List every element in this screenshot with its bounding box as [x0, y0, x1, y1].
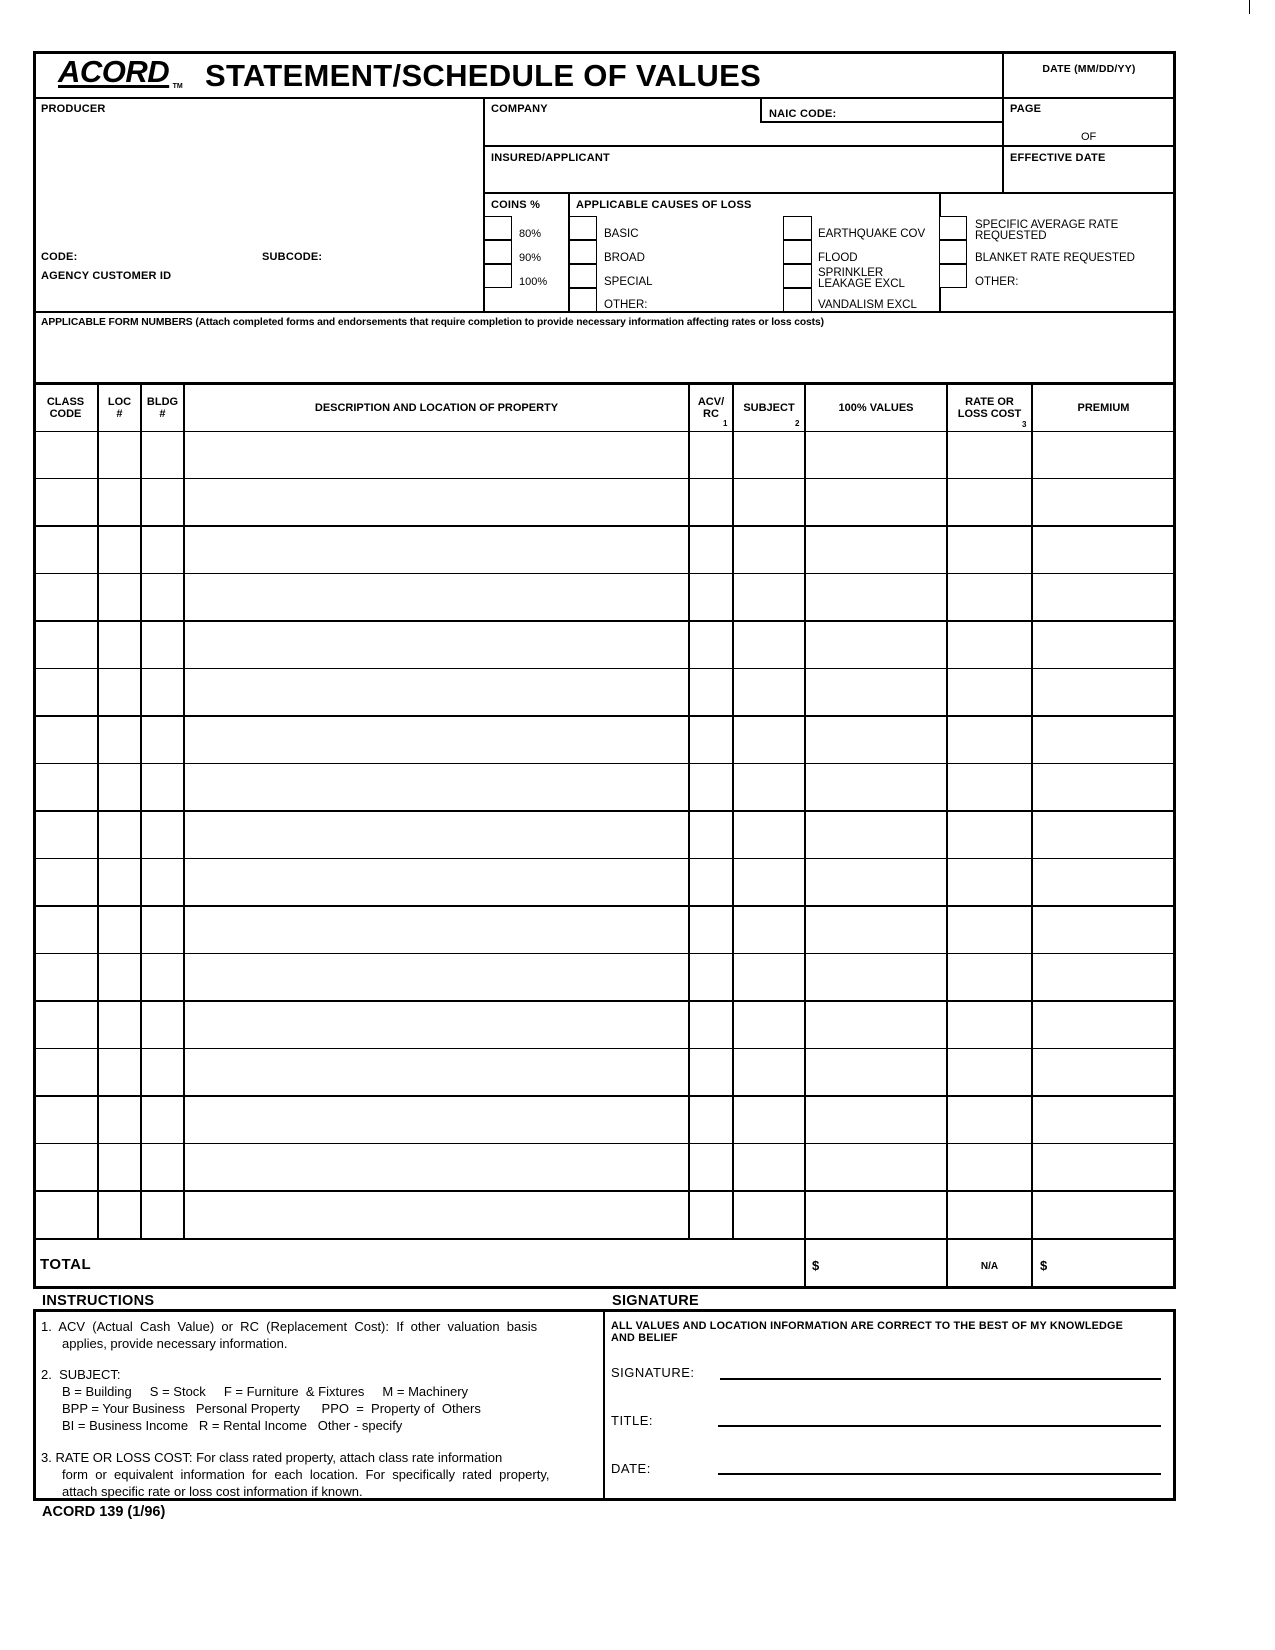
- premium-cell[interactable]: [1035, 1099, 1172, 1140]
- acv-rc-cell[interactable]: [692, 1004, 730, 1045]
- description-cell[interactable]: [187, 671, 686, 712]
- subject-cell[interactable]: [736, 909, 802, 950]
- premium-cell[interactable]: [1035, 529, 1172, 570]
- description-cell[interactable]: [187, 529, 686, 570]
- basic-label: BASIC: [604, 228, 639, 240]
- divider: [33, 1238, 1176, 1240]
- acv-rc-cell[interactable]: [692, 956, 730, 997]
- page-total-field[interactable]: [1100, 128, 1170, 144]
- class-code-cell[interactable]: [36, 671, 95, 712]
- trademark: TM: [172, 83, 183, 90]
- bldg-cell[interactable]: [144, 861, 181, 902]
- subject-cell[interactable]: [736, 719, 802, 760]
- loc-cell[interactable]: [101, 434, 138, 475]
- subject-cell[interactable]: [736, 671, 802, 712]
- row-divider: [33, 1190, 1176, 1192]
- premium-cell[interactable]: [1035, 766, 1172, 807]
- description-cell[interactable]: [187, 1194, 686, 1235]
- coins-90-checkbox[interactable]: [485, 240, 512, 264]
- effective-date-label: EFFECTIVE DATE: [1010, 152, 1106, 164]
- subject-footnote: 2: [795, 419, 800, 428]
- acv-rc-cell[interactable]: [692, 434, 730, 475]
- broad-checkbox[interactable]: [570, 240, 597, 264]
- instruction-2-line-2: BPP = Your Business Personal Property PPO = Property of Others: [62, 1401, 481, 1416]
- flood-checkbox[interactable]: [783, 240, 812, 264]
- rate-cell[interactable]: [950, 481, 1029, 522]
- premium-cell[interactable]: [1035, 861, 1172, 902]
- bldg-cell[interactable]: [144, 766, 181, 807]
- description-cell[interactable]: [187, 1051, 686, 1092]
- row-divider: [33, 1143, 1176, 1145]
- rate-cell[interactable]: [950, 434, 1029, 475]
- coins-80-label: 80%: [519, 228, 542, 240]
- premium-cell[interactable]: [1035, 719, 1172, 760]
- acv-rc-cell[interactable]: [692, 1051, 730, 1092]
- rate-cell[interactable]: [950, 1146, 1029, 1187]
- acv-rc-cell[interactable]: [692, 624, 730, 665]
- divider: [760, 98, 762, 122]
- producer-field[interactable]: [40, 118, 478, 246]
- rate-cell[interactable]: [950, 909, 1029, 950]
- row-divider: [33, 715, 1176, 717]
- coins-100-label: 100%: [519, 276, 548, 288]
- subject-cell[interactable]: [736, 814, 802, 855]
- rate-cell[interactable]: [950, 861, 1029, 902]
- subject-cell[interactable]: [736, 956, 802, 997]
- subject-cell[interactable]: [736, 1194, 802, 1235]
- values-cell[interactable]: [808, 1004, 944, 1045]
- acord-logo: [58, 54, 184, 90]
- subject-cell[interactable]: [736, 1051, 802, 1092]
- description-cell[interactable]: [187, 909, 686, 950]
- causes-of-loss-label: APPLICABLE CAUSES OF LOSS: [576, 199, 752, 211]
- other-rate-field[interactable]: [1022, 272, 1170, 288]
- instruction-3: [41, 1449, 601, 1500]
- coins-100-checkbox[interactable]: [485, 264, 512, 288]
- title-label: TITLE:: [611, 1413, 654, 1428]
- values-cell[interactable]: [808, 1194, 944, 1235]
- loc-cell[interactable]: [101, 624, 138, 665]
- description-cell[interactable]: [187, 624, 686, 665]
- loc-cell[interactable]: [101, 956, 138, 997]
- date-signed-field[interactable]: [718, 1456, 1161, 1475]
- rate-cell[interactable]: [950, 956, 1029, 997]
- acv-rc-cell[interactable]: [692, 719, 730, 760]
- description-cell[interactable]: [187, 481, 686, 522]
- row-divider: [33, 1000, 1176, 1002]
- class-code-cell[interactable]: [36, 861, 95, 902]
- values-cell[interactable]: [808, 1099, 944, 1140]
- values-cell[interactable]: [808, 624, 944, 665]
- blanket-rate-checkbox[interactable]: [940, 240, 967, 264]
- rate-cell[interactable]: [950, 529, 1029, 570]
- form-id: ACORD 139 (1/96): [42, 1504, 166, 1520]
- description-cell[interactable]: [187, 1146, 686, 1187]
- premium-cell[interactable]: [1035, 1146, 1172, 1187]
- acv-rc-cell[interactable]: [692, 481, 730, 522]
- row-divider: [33, 810, 1176, 812]
- earthquake-label: EARTHQUAKE COV: [818, 228, 926, 240]
- values-cell[interactable]: [808, 529, 944, 570]
- class-code-cell[interactable]: [36, 1194, 95, 1235]
- description-cell[interactable]: [187, 956, 686, 997]
- applicable-forms-label: APPLICABLE FORM NUMBERS (Attach completed forms and endorsements that require completion to provide necessary information affecting rates or loss costs): [41, 317, 824, 328]
- loc-cell[interactable]: [101, 1146, 138, 1187]
- premium-cell[interactable]: [1035, 624, 1172, 665]
- insured-label: INSURED/APPLICANT: [491, 152, 610, 164]
- class-code-cell[interactable]: [36, 1051, 95, 1092]
- effective-date-field[interactable]: [1008, 167, 1172, 191]
- instruction-1-line-1: 1. ACV (Actual Cash Value) or RC (Replacement Cost): If other valuation basis: [41, 1319, 538, 1334]
- description-cell[interactable]: [187, 434, 686, 475]
- bldg-cell[interactable]: [144, 1004, 181, 1045]
- row-divider: [33, 1095, 1176, 1097]
- date-field[interactable]: [1006, 78, 1172, 96]
- total-rate-na: N/A: [980, 1261, 999, 1272]
- row-divider: [33, 905, 1176, 907]
- values-cell[interactable]: [808, 1051, 944, 1092]
- code-field[interactable]: [82, 248, 252, 265]
- insured-field[interactable]: [489, 167, 999, 191]
- bldg-cell[interactable]: [144, 1194, 181, 1235]
- values-cell[interactable]: [808, 909, 944, 950]
- col-divider: [732, 385, 734, 1239]
- rate-cell[interactable]: [950, 624, 1029, 665]
- description-cell[interactable]: [187, 1099, 686, 1140]
- description-cell[interactable]: [187, 719, 686, 760]
- row-divider: [33, 668, 1176, 670]
- row-divider: [33, 858, 1176, 860]
- premium-cell[interactable]: [1035, 1194, 1172, 1235]
- acv-rc-cell[interactable]: [692, 1146, 730, 1187]
- acv-rc-cell[interactable]: [692, 529, 730, 570]
- description-cell[interactable]: [187, 766, 686, 807]
- total-values-dollar: $: [812, 1258, 820, 1273]
- rate-cell[interactable]: [950, 576, 1029, 617]
- description-cell[interactable]: [187, 1004, 686, 1045]
- divider: [603, 1310, 605, 1500]
- date-signed-label: DATE:: [611, 1461, 651, 1476]
- row-divider: [33, 620, 1176, 622]
- vandalism-label: VANDALISM EXCL: [818, 299, 917, 311]
- class-code-cell[interactable]: [36, 529, 95, 570]
- subject-cell[interactable]: [736, 576, 802, 617]
- rate-cell[interactable]: [950, 1051, 1029, 1092]
- col-divider: [804, 385, 806, 1287]
- code-label: CODE:: [41, 251, 78, 263]
- basic-checkbox[interactable]: [570, 216, 597, 240]
- premium-cell[interactable]: [1035, 481, 1172, 522]
- title-field[interactable]: [718, 1408, 1161, 1427]
- values-cell[interactable]: [808, 766, 944, 807]
- producer-label: PRODUCER: [41, 103, 106, 115]
- acv-footnote: 1: [723, 419, 728, 428]
- flood-label: FLOOD: [818, 252, 858, 264]
- subcode-label: SUBCODE:: [262, 251, 323, 263]
- premium-cell[interactable]: [1035, 1051, 1172, 1092]
- subject-cell[interactable]: [736, 1099, 802, 1140]
- premium-cell[interactable]: [1035, 671, 1172, 712]
- bldg-cell[interactable]: [144, 434, 181, 475]
- company-label: COMPANY: [491, 103, 548, 115]
- page-of-label: OF: [1081, 131, 1097, 143]
- specific-average-rate-checkbox[interactable]: [940, 216, 967, 240]
- col-header-rate: RATE OR LOSS COST: [957, 396, 1022, 420]
- col-header-class-code: CLASS CODE: [46, 396, 85, 420]
- class-code-cell[interactable]: [36, 624, 95, 665]
- divider: [33, 311, 1176, 313]
- row-divider: [33, 525, 1176, 527]
- loc-cell[interactable]: [101, 529, 138, 570]
- instructions-heading: INSTRUCTIONS: [42, 1293, 155, 1309]
- description-cell[interactable]: [187, 576, 686, 617]
- col-header-subject: SUBJECT: [743, 402, 795, 414]
- col-divider: [946, 385, 948, 1287]
- row-divider: [33, 953, 1176, 955]
- blanket-rate-label: BLANKET RATE REQUESTED: [975, 252, 1135, 264]
- sprinkler-leakage-label-1: SPRINKLER: [818, 267, 884, 279]
- coins-label: COINS %: [491, 199, 541, 211]
- premium-cell[interactable]: [1035, 434, 1172, 475]
- bldg-cell[interactable]: [144, 671, 181, 712]
- rate-cell[interactable]: [950, 814, 1029, 855]
- values-cell[interactable]: [808, 956, 944, 997]
- rate-cell[interactable]: [950, 1004, 1029, 1045]
- company-field[interactable]: [489, 123, 999, 143]
- divider: [484, 145, 1176, 147]
- subject-cell[interactable]: [736, 481, 802, 522]
- instruction-1-line-2: applies, provide necessary information.: [62, 1336, 288, 1351]
- class-code-cell[interactable]: [36, 576, 95, 617]
- total-values-field[interactable]: [825, 1250, 943, 1280]
- subject-cell[interactable]: [736, 434, 802, 475]
- instruction-3-line-1: 3. RATE OR LOSS COST: For class rated property, attach class rate information: [41, 1450, 503, 1465]
- values-cell[interactable]: [808, 814, 944, 855]
- agency-customer-id-label: AGENCY CUSTOMER ID: [41, 270, 172, 282]
- subcode-field[interactable]: [326, 248, 476, 265]
- special-checkbox[interactable]: [570, 264, 597, 288]
- loc-cell[interactable]: [101, 481, 138, 522]
- signature-field[interactable]: [720, 1360, 1161, 1380]
- row-divider: [33, 573, 1176, 575]
- vandalism-checkbox[interactable]: [783, 288, 812, 313]
- instruction-2-line-3: BI = Business Income R = Rental Income Other - specify: [62, 1418, 403, 1433]
- other-rate-checkbox[interactable]: [940, 264, 967, 288]
- class-code-cell[interactable]: [36, 909, 95, 950]
- divider: [760, 121, 1003, 123]
- divider: [33, 97, 1176, 99]
- subject-cell[interactable]: [736, 529, 802, 570]
- bldg-cell[interactable]: [144, 909, 181, 950]
- sprinkler-leakage-label-2: LEAKAGE EXCL: [818, 278, 905, 290]
- row-divider: [33, 431, 1176, 433]
- col-divider: [97, 385, 99, 1239]
- logo-text: ACORD: [58, 54, 170, 89]
- acv-rc-cell[interactable]: [692, 1194, 730, 1235]
- bldg-cell[interactable]: [144, 1051, 181, 1092]
- class-code-cell[interactable]: [36, 1146, 95, 1187]
- loc-cell[interactable]: [101, 1099, 138, 1140]
- class-code-cell[interactable]: [36, 434, 95, 475]
- acv-rc-cell[interactable]: [692, 671, 730, 712]
- acv-rc-cell[interactable]: [692, 909, 730, 950]
- bldg-cell[interactable]: [144, 956, 181, 997]
- rate-cell[interactable]: [950, 766, 1029, 807]
- other-cause-checkbox[interactable]: [570, 288, 597, 313]
- page-label: PAGE: [1010, 103, 1042, 115]
- rate-cell[interactable]: [950, 719, 1029, 760]
- subject-cell[interactable]: [736, 766, 802, 807]
- certification-statement-1: ALL VALUES AND LOCATION INFORMATION ARE CORRECT TO THE BEST OF MY KNOWLEDGE: [611, 1320, 1124, 1332]
- class-code-cell[interactable]: [36, 1004, 95, 1045]
- instruction-3-line-3: attach specific rate or loss cost information if known.: [62, 1484, 363, 1499]
- bldg-cell[interactable]: [144, 1099, 181, 1140]
- coins-90-label: 90%: [519, 252, 542, 264]
- loc-cell[interactable]: [101, 1051, 138, 1092]
- class-code-cell[interactable]: [36, 719, 95, 760]
- acv-rc-cell[interactable]: [692, 814, 730, 855]
- col-header-100-values: 100% VALUES: [838, 402, 914, 414]
- loc-cell[interactable]: [101, 671, 138, 712]
- certification-statement-2: AND BELIEF: [611, 1332, 678, 1344]
- subject-cell[interactable]: [736, 1004, 802, 1045]
- values-cell[interactable]: [808, 671, 944, 712]
- loc-cell[interactable]: [101, 766, 138, 807]
- row-divider: [33, 478, 1176, 480]
- total-label: TOTAL: [40, 1256, 92, 1273]
- col-header-premium: PREMIUM: [1077, 402, 1130, 414]
- values-cell[interactable]: [808, 481, 944, 522]
- loc-cell[interactable]: [101, 1194, 138, 1235]
- rate-footnote: 3: [1022, 420, 1027, 429]
- rate-cell[interactable]: [950, 1099, 1029, 1140]
- col-divider: [183, 385, 185, 1239]
- class-code-cell[interactable]: [36, 956, 95, 997]
- bldg-cell[interactable]: [144, 624, 181, 665]
- premium-cell[interactable]: [1035, 814, 1172, 855]
- loc-cell[interactable]: [101, 909, 138, 950]
- premium-cell[interactable]: [1035, 1004, 1172, 1045]
- class-code-cell[interactable]: [36, 766, 95, 807]
- naic-code-label: NAIC CODE:: [769, 108, 837, 120]
- loc-cell[interactable]: [101, 576, 138, 617]
- specific-average-rate-label-2: REQUESTED: [975, 230, 1047, 242]
- instruction-2-line-1: B = Building S = Stock F = Furniture & Fixtures M = Machinery: [62, 1384, 469, 1399]
- instruction-2: [41, 1366, 601, 1434]
- divider: [484, 192, 1176, 194]
- description-cell[interactable]: [187, 814, 686, 855]
- bldg-cell[interactable]: [144, 576, 181, 617]
- loc-cell[interactable]: [101, 719, 138, 760]
- specific-average-rate-label-1: SPECIFIC AVERAGE RATE: [975, 219, 1119, 231]
- instruction-1: [41, 1318, 591, 1352]
- total-premium-dollar: $: [1040, 1258, 1048, 1273]
- acv-rc-cell[interactable]: [692, 861, 730, 902]
- earthquake-checkbox[interactable]: [783, 216, 812, 240]
- premium-cell[interactable]: [1035, 576, 1172, 617]
- loc-cell[interactable]: [101, 861, 138, 902]
- row-divider: [33, 763, 1176, 765]
- col-divider: [688, 385, 690, 1239]
- values-cell[interactable]: [808, 719, 944, 760]
- subject-cell[interactable]: [736, 861, 802, 902]
- subject-cell[interactable]: [736, 624, 802, 665]
- description-cell[interactable]: [187, 861, 686, 902]
- page-number-field[interactable]: [1010, 128, 1070, 144]
- bldg-cell[interactable]: [144, 719, 181, 760]
- premium-cell[interactable]: [1035, 956, 1172, 997]
- col-header-acv-rc: ACV/ RC: [697, 396, 725, 420]
- bldg-cell[interactable]: [144, 529, 181, 570]
- special-label: SPECIAL: [604, 276, 653, 288]
- applicable-forms-field[interactable]: [40, 334, 1170, 380]
- col-divider: [140, 385, 142, 1239]
- date-label: DATE (MM/DD/YY): [1042, 63, 1136, 75]
- bldg-cell[interactable]: [144, 814, 181, 855]
- loc-cell[interactable]: [101, 1004, 138, 1045]
- class-code-cell[interactable]: [36, 814, 95, 855]
- acv-rc-cell[interactable]: [692, 576, 730, 617]
- values-cell[interactable]: [808, 434, 944, 475]
- col-header-bldg: BLDG #: [146, 396, 179, 420]
- values-cell[interactable]: [808, 1146, 944, 1187]
- broad-label: BROAD: [604, 252, 645, 264]
- bldg-cell[interactable]: [144, 481, 181, 522]
- other-rate-label: OTHER:: [975, 276, 1019, 288]
- col-divider: [1031, 385, 1033, 1287]
- page-edge-mark: [1249, 0, 1250, 14]
- acv-rc-cell[interactable]: [692, 1099, 730, 1140]
- instruction-3-line-2: form or equivalent information for each location. For specifically rated property,: [62, 1467, 550, 1482]
- coins-80-checkbox[interactable]: [485, 216, 512, 240]
- loc-cell[interactable]: [101, 814, 138, 855]
- other-cause-field[interactable]: [652, 295, 777, 311]
- instruction-2-title: 2. SUBJECT:: [41, 1367, 121, 1382]
- page-title: STATEMENT/SCHEDULE OF VALUES: [205, 58, 762, 93]
- acv-rc-cell[interactable]: [692, 766, 730, 807]
- values-cell[interactable]: [808, 861, 944, 902]
- agency-customer-id-field[interactable]: [182, 267, 476, 284]
- values-cell[interactable]: [808, 576, 944, 617]
- signature-label: SIGNATURE:: [611, 1365, 695, 1380]
- subject-cell[interactable]: [736, 1146, 802, 1187]
- sprinkler-leakage-checkbox[interactable]: [783, 264, 812, 288]
- bldg-cell[interactable]: [144, 1146, 181, 1187]
- other-cause-label: OTHER:: [604, 299, 648, 311]
- col-header-description: DESCRIPTION AND LOCATION OF PROPERTY: [314, 402, 559, 414]
- rate-cell[interactable]: [950, 671, 1029, 712]
- premium-cell[interactable]: [1035, 909, 1172, 950]
- class-code-cell[interactable]: [36, 481, 95, 522]
- class-code-cell[interactable]: [36, 1099, 95, 1140]
- rate-cell[interactable]: [950, 1194, 1029, 1235]
- naic-code-field[interactable]: [842, 102, 1000, 119]
- col-header-loc: LOC #: [107, 396, 132, 420]
- row-divider: [33, 1048, 1176, 1050]
- signature-heading: SIGNATURE: [612, 1293, 700, 1309]
- total-premium-field[interactable]: [1053, 1250, 1171, 1280]
